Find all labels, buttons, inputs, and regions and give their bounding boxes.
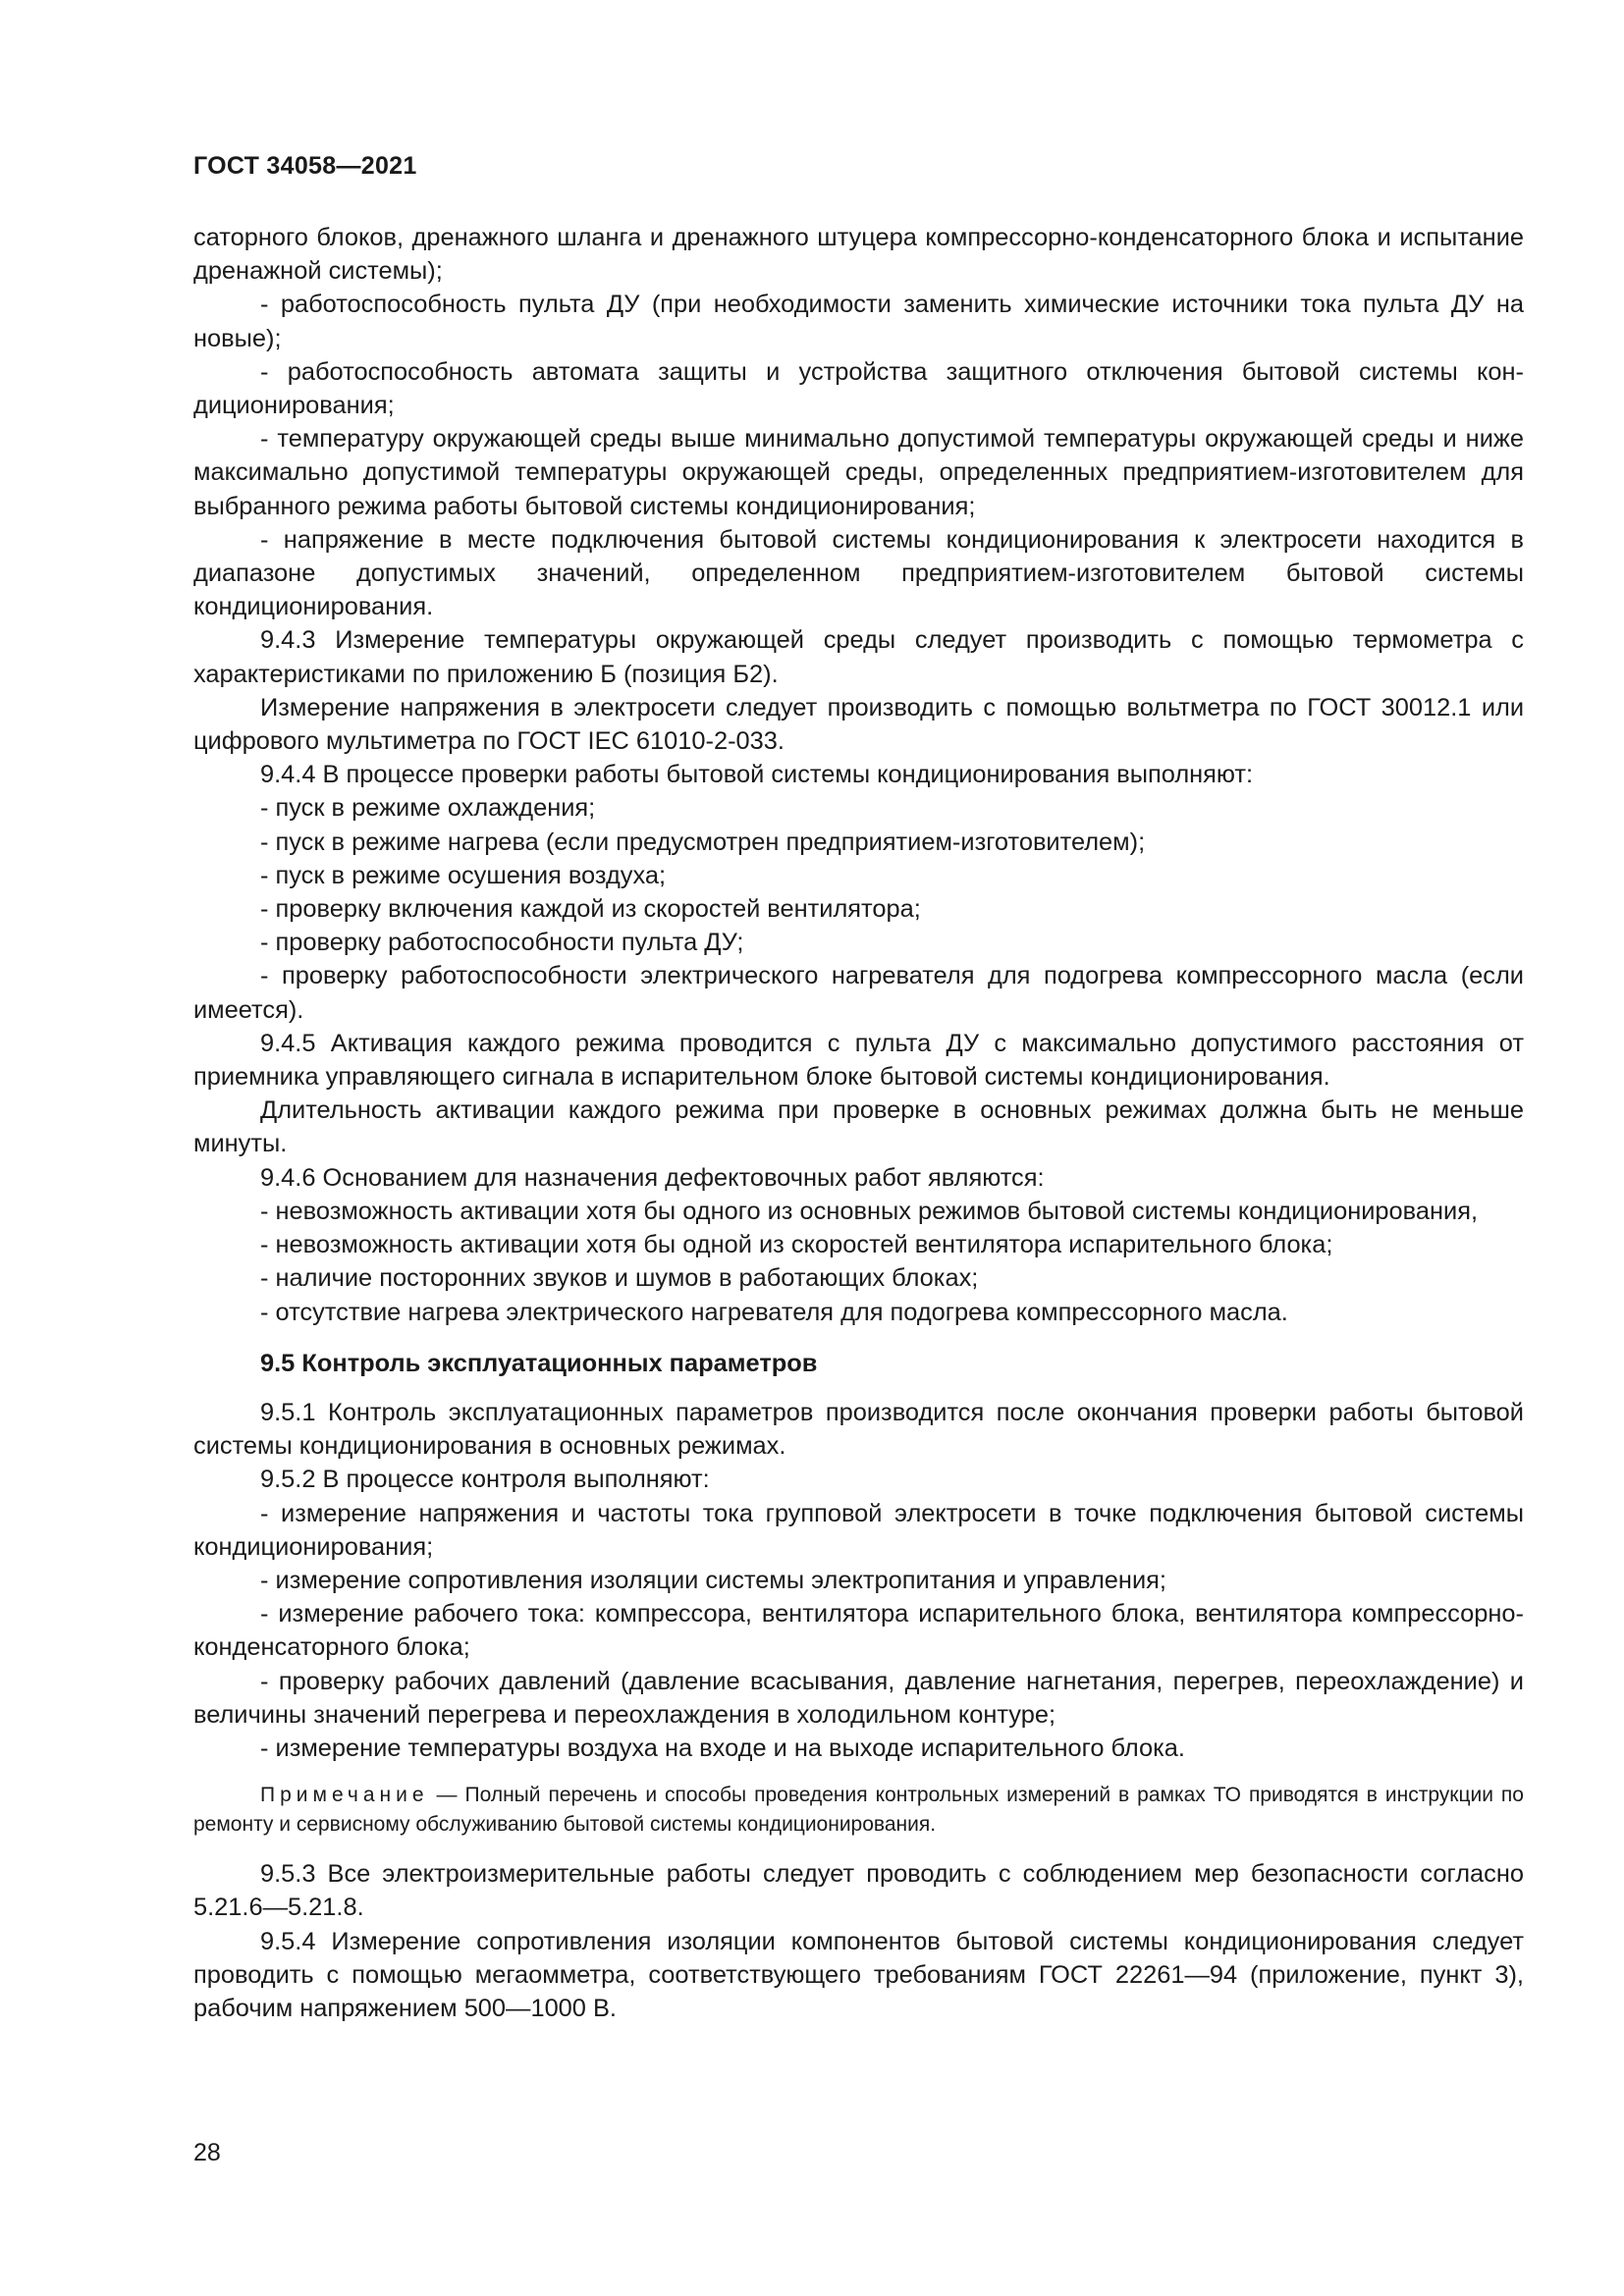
paragraph: 9.5.2 В процессе контроля выполняют: xyxy=(260,1466,710,1494)
document-body xyxy=(193,221,1524,2025)
list-item: - проверку включения каждой из скоростей вентилятора; xyxy=(260,895,921,924)
list-item: - измерение напряжения и частоты тока групповой электросети в точке подключения бытовой системы кондиционирования; xyxy=(193,1499,1524,1561)
list-item: - невозможность активации хотя бы одного из основных режимов бытовой системы кондиционирования, xyxy=(260,1197,1478,1225)
list-item: - измерение рабочего тока: компрессора, вентилятора испарительного блока, вентилятора компрессорно-конденсаторного блока; xyxy=(193,1600,1524,1662)
paragraph: саторного блоков, дренажного шланга и дренажного штуцера компрессорно-конденсаторного блока и испытание дренажной системы); xyxy=(193,224,1524,286)
document-header: ГОСТ 34058—2021 xyxy=(193,152,417,180)
list-item: - измерение температуры воздуха на входе и на выходе испарительного блока. xyxy=(260,1734,1185,1762)
list-item: - отсутствие нагрева электрического нагревателя для подогрева компрессорного масла. xyxy=(260,1298,1288,1326)
page-number: 28 xyxy=(193,2139,221,2166)
list-item: - пуск в режиме осушения воздуха; xyxy=(260,861,667,889)
list-item: - проверку работоспособности электрического нагревателя для подогрева компрессорного масла (если имеется). xyxy=(193,962,1524,1024)
list-item: - невозможность активации хотя бы одной из скоростей вентилятора испарительного блока; xyxy=(260,1231,1333,1259)
list-item: - пуск в режиме нагрева (если предусмотрен предприятием-изготовителем); xyxy=(260,828,1146,856)
list-item: - наличие посторонних звуков и шумов в работающих блоках; xyxy=(260,1264,979,1293)
paragraph: 9.5.4 Измерение сопротивления изоляции компонентов бытовой системы кондиционирования следует проводить с помощью мегаомметра, соответствующего требованиям ГОСТ 22261—94 (приложение, пункт 3), рабочим напряжением 500—1000 В. xyxy=(193,1927,1524,2022)
paragraph: Длительность активации каждого режима при проверке в основных режимах должна быть не меньше минуты. xyxy=(193,1096,1524,1158)
list-item: - напряжение в месте подключения бытовой системы кондиционирования к электросети находится в диапазоне допустимых значений, определенном предприятием-изготовителем бытовой системы кондиционирования. xyxy=(193,525,1524,621)
section-heading: 9.5 Контроль эксплуатационных параметров xyxy=(260,1349,818,1377)
paragraph: 9.4.6 Основанием для назначения дефектовочных работ являются: xyxy=(260,1163,1045,1192)
list-item: - проверку работоспособности пульта ДУ; xyxy=(260,929,744,957)
note-label: Примечание xyxy=(260,1784,429,1807)
paragraph: 9.4.4 В процессе проверки работы бытовой системы кондиционирования выполняют: xyxy=(260,761,1254,789)
list-item: - работоспособность автомата защиты и устройства защитного отключения бытовой системы кондиционирования; xyxy=(193,357,1524,420)
list-item: - работоспособность пульта ДУ (при необходимости заменить химические источники тока пульта ДУ на новые); xyxy=(193,291,1524,352)
list-item: - измерение сопротивления изоляции системы электропитания и управления; xyxy=(260,1566,1166,1594)
note-text: — Полный перечень и способы проведения контрольных измерений в рамках ТО приводятся в инструкции по ремонту и сервисному обслуживанию бытовой системы кондиционирования. xyxy=(193,1784,1524,1837)
paragraph: Измерение напряжения в электросети следует производить с помощью вольтметра по ГОСТ 30012.1 или цифрового мультиметра по ГОСТ IEC 61010-2-033. xyxy=(193,693,1524,756)
paragraph: 9.4.3 Измерение температуры окружающей среды следует производить с помощью термометра с характеристиками по приложению Б (позиция Б2). xyxy=(193,626,1524,688)
list-item: - проверку рабочих давлений (давление всасывания, давление нагнетания, перегрев, переохлаждение) и величины значений перегрева и переохлаждения в холодильном контуре; xyxy=(193,1667,1524,1729)
list-item: - температуру окружающей среды выше минимально допустимой температуры окружающей среды и ниже максимально допустимой температуры окружающей среды, определенных предприятием-изготовителем для выбранного режима работы бытовой системы кондиционирования; xyxy=(193,425,1524,520)
list-item: - пуск в режиме охлаждения; xyxy=(260,794,596,823)
paragraph: 9.5.3 Все электроизмерительные работы следует проводить с соблюдением мер безопасности согласно 5.21.6—5.21.8. xyxy=(193,1860,1524,1922)
paragraph: 9.5.1 Контроль эксплуатационных параметров производится после окончания проверки работы бытовой системы кондиционирования в основных режимах. xyxy=(193,1398,1524,1461)
note xyxy=(193,1781,1524,1840)
paragraph: 9.4.5 Активация каждого режима проводится с пульта ДУ с максимально допустимого расстояния от приемника управляющего сигнала в испарительном блоке бытовой системы кондиционирования. xyxy=(193,1029,1524,1092)
